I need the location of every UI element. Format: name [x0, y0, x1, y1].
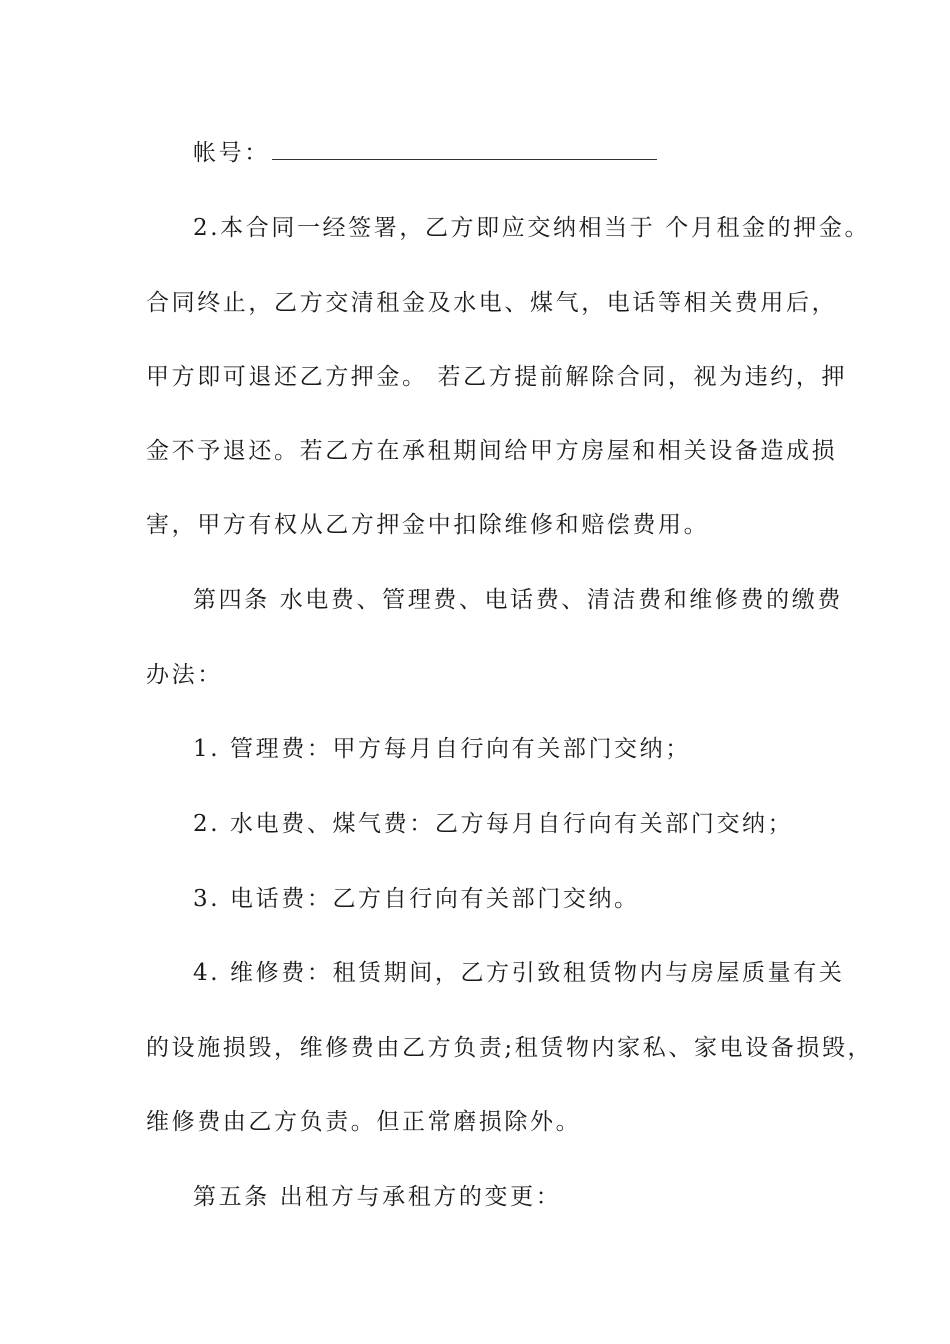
article-five-heading: 第五条 出租方与承租方的变更：: [193, 1184, 562, 1210]
list-item-management-fee: 1. 管理费：甲方每月自行向有关部门交纳；: [193, 736, 691, 762]
paragraph-line: 害，甲方有权从乙方押金中扣除维修和赔偿费用。: [146, 512, 710, 538]
paragraph-line: 合同终止，乙方交清租金及水电、煤气，电话等相关费用后，: [146, 290, 838, 316]
account-label: 帐号：: [193, 140, 270, 166]
account-blank-field: [272, 141, 657, 160]
deposit-clause-line: 2.本合同一经签署，乙方即应交纳相当于 个月租金的押金。: [193, 215, 871, 241]
list-item-utility-fee: 2. 水电费、煤气费：乙方每月自行向有关部门交纳；: [193, 811, 794, 837]
account-line: [193, 138, 863, 168]
paragraph-line: 的设施损毁，维修费由乙方负责;租赁物内家私、家电设备损毁，: [146, 1035, 874, 1061]
list-item-repair-fee: 4. 维修费：租赁期间，乙方引致租赁物内与房屋质量有关: [193, 960, 845, 986]
list-item-phone-fee: 3. 电话费：乙方自行向有关部门交纳。: [193, 886, 640, 912]
paragraph-line: 金不予退还。若乙方在承租期间给甲方房屋和相关设备造成损: [146, 438, 838, 464]
paragraph-line: 办法：: [146, 662, 223, 688]
paragraph-line: 甲方即可退还乙方押金。 若乙方提前解除合同，视为违约，押: [146, 364, 848, 390]
article-four-heading: 第四条 水电费、管理费、电话费、清洁费和维修费的缴费: [193, 587, 843, 613]
paragraph-line: 维修费由乙方负责。但正常磨损除外。: [146, 1109, 582, 1135]
